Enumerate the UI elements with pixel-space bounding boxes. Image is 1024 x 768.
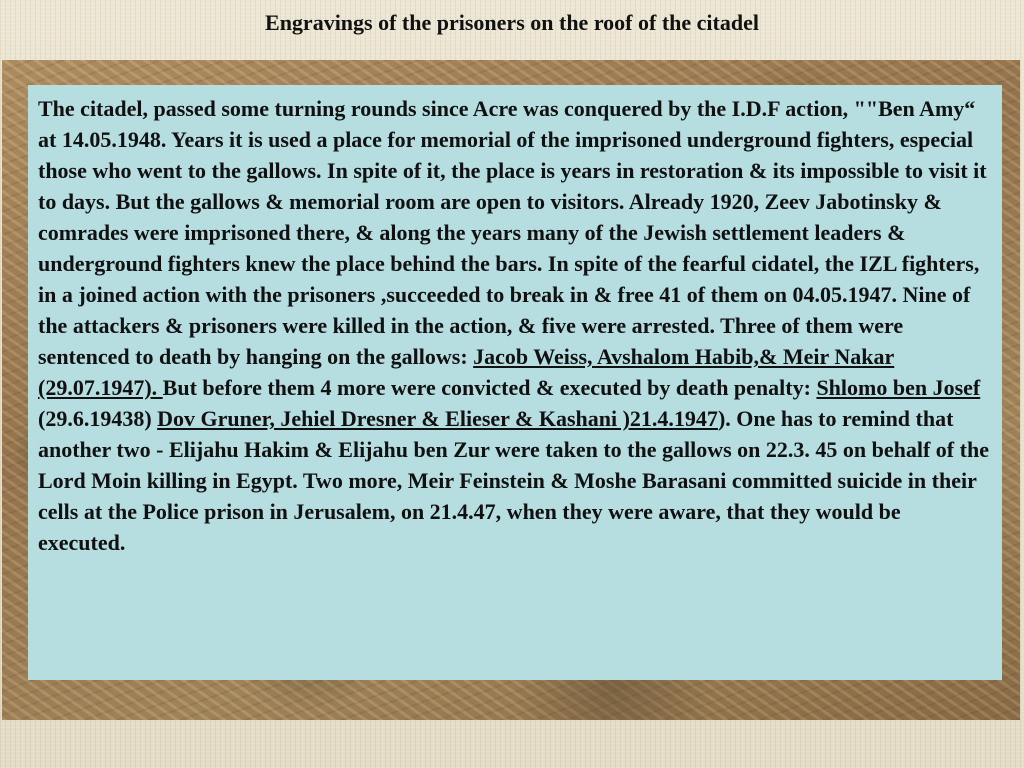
body-paragraph: [38, 93, 992, 558]
paragraph-intro-text: The citadel, passed some turning rounds since Acre was conquered by the I.D.F action, ""Ben Amy“ at 14.05.1948. Years it is used a place for memorial of the imprisoned underground fighters, especial those who went to the gallows. In spite of it, the place is years in restoration & its impossible to visit it to days. But the gallows & memorial room are open to visitors. Already 1920, Zeev Jabotinsky & comrades were imprisoned there, & along the years many of the Jewish settlement leaders & underground fighters knew the place behind the bars. In spite of the fearful cidatel, the IZL fighters, in a joined action with the prisoners ,succeeded to break in & free 41 of them on 04.05.1947. Nine of the attackers & prisoners were killed in the action, & five were arrested. Three of them were sentenced to death by hanging on the gallows:: [38, 96, 987, 369]
slide-title: Engravings of the prisoners on the roof of the citadel: [265, 10, 759, 35]
executed-names-underlined-2: Shlomo ben Josef: [816, 375, 981, 400]
paragraph-closing-text: ). One has to remind that another two - Elijahu Hakim & Elijahu ben Zur were taken to the gallows on 22.3. 45 on behalf of the Lord Moin killing in Egypt. Two more, Meir Feinstein & Moshe Barasani committed suicide in their cells at the Police prison in Jerusalem, on 21.4.47, when they were aware, that they would be executed.: [38, 406, 989, 555]
paragraph-mid-text: But before them 4 more were convicted & executed by death penalty:: [162, 375, 817, 400]
text-panel: [28, 85, 1002, 680]
executed-names-underlined-1: Jacob Weiss, Avshalom Habib,& Meir Nakar (29.07.1947).: [38, 344, 895, 400]
executed-names-underlined-3: Dov Gruner, Jehiel Dresner & Elieser & Kashani )21.4.1947: [157, 406, 718, 431]
paragraph-date-text: (29.6.19438): [38, 406, 158, 431]
